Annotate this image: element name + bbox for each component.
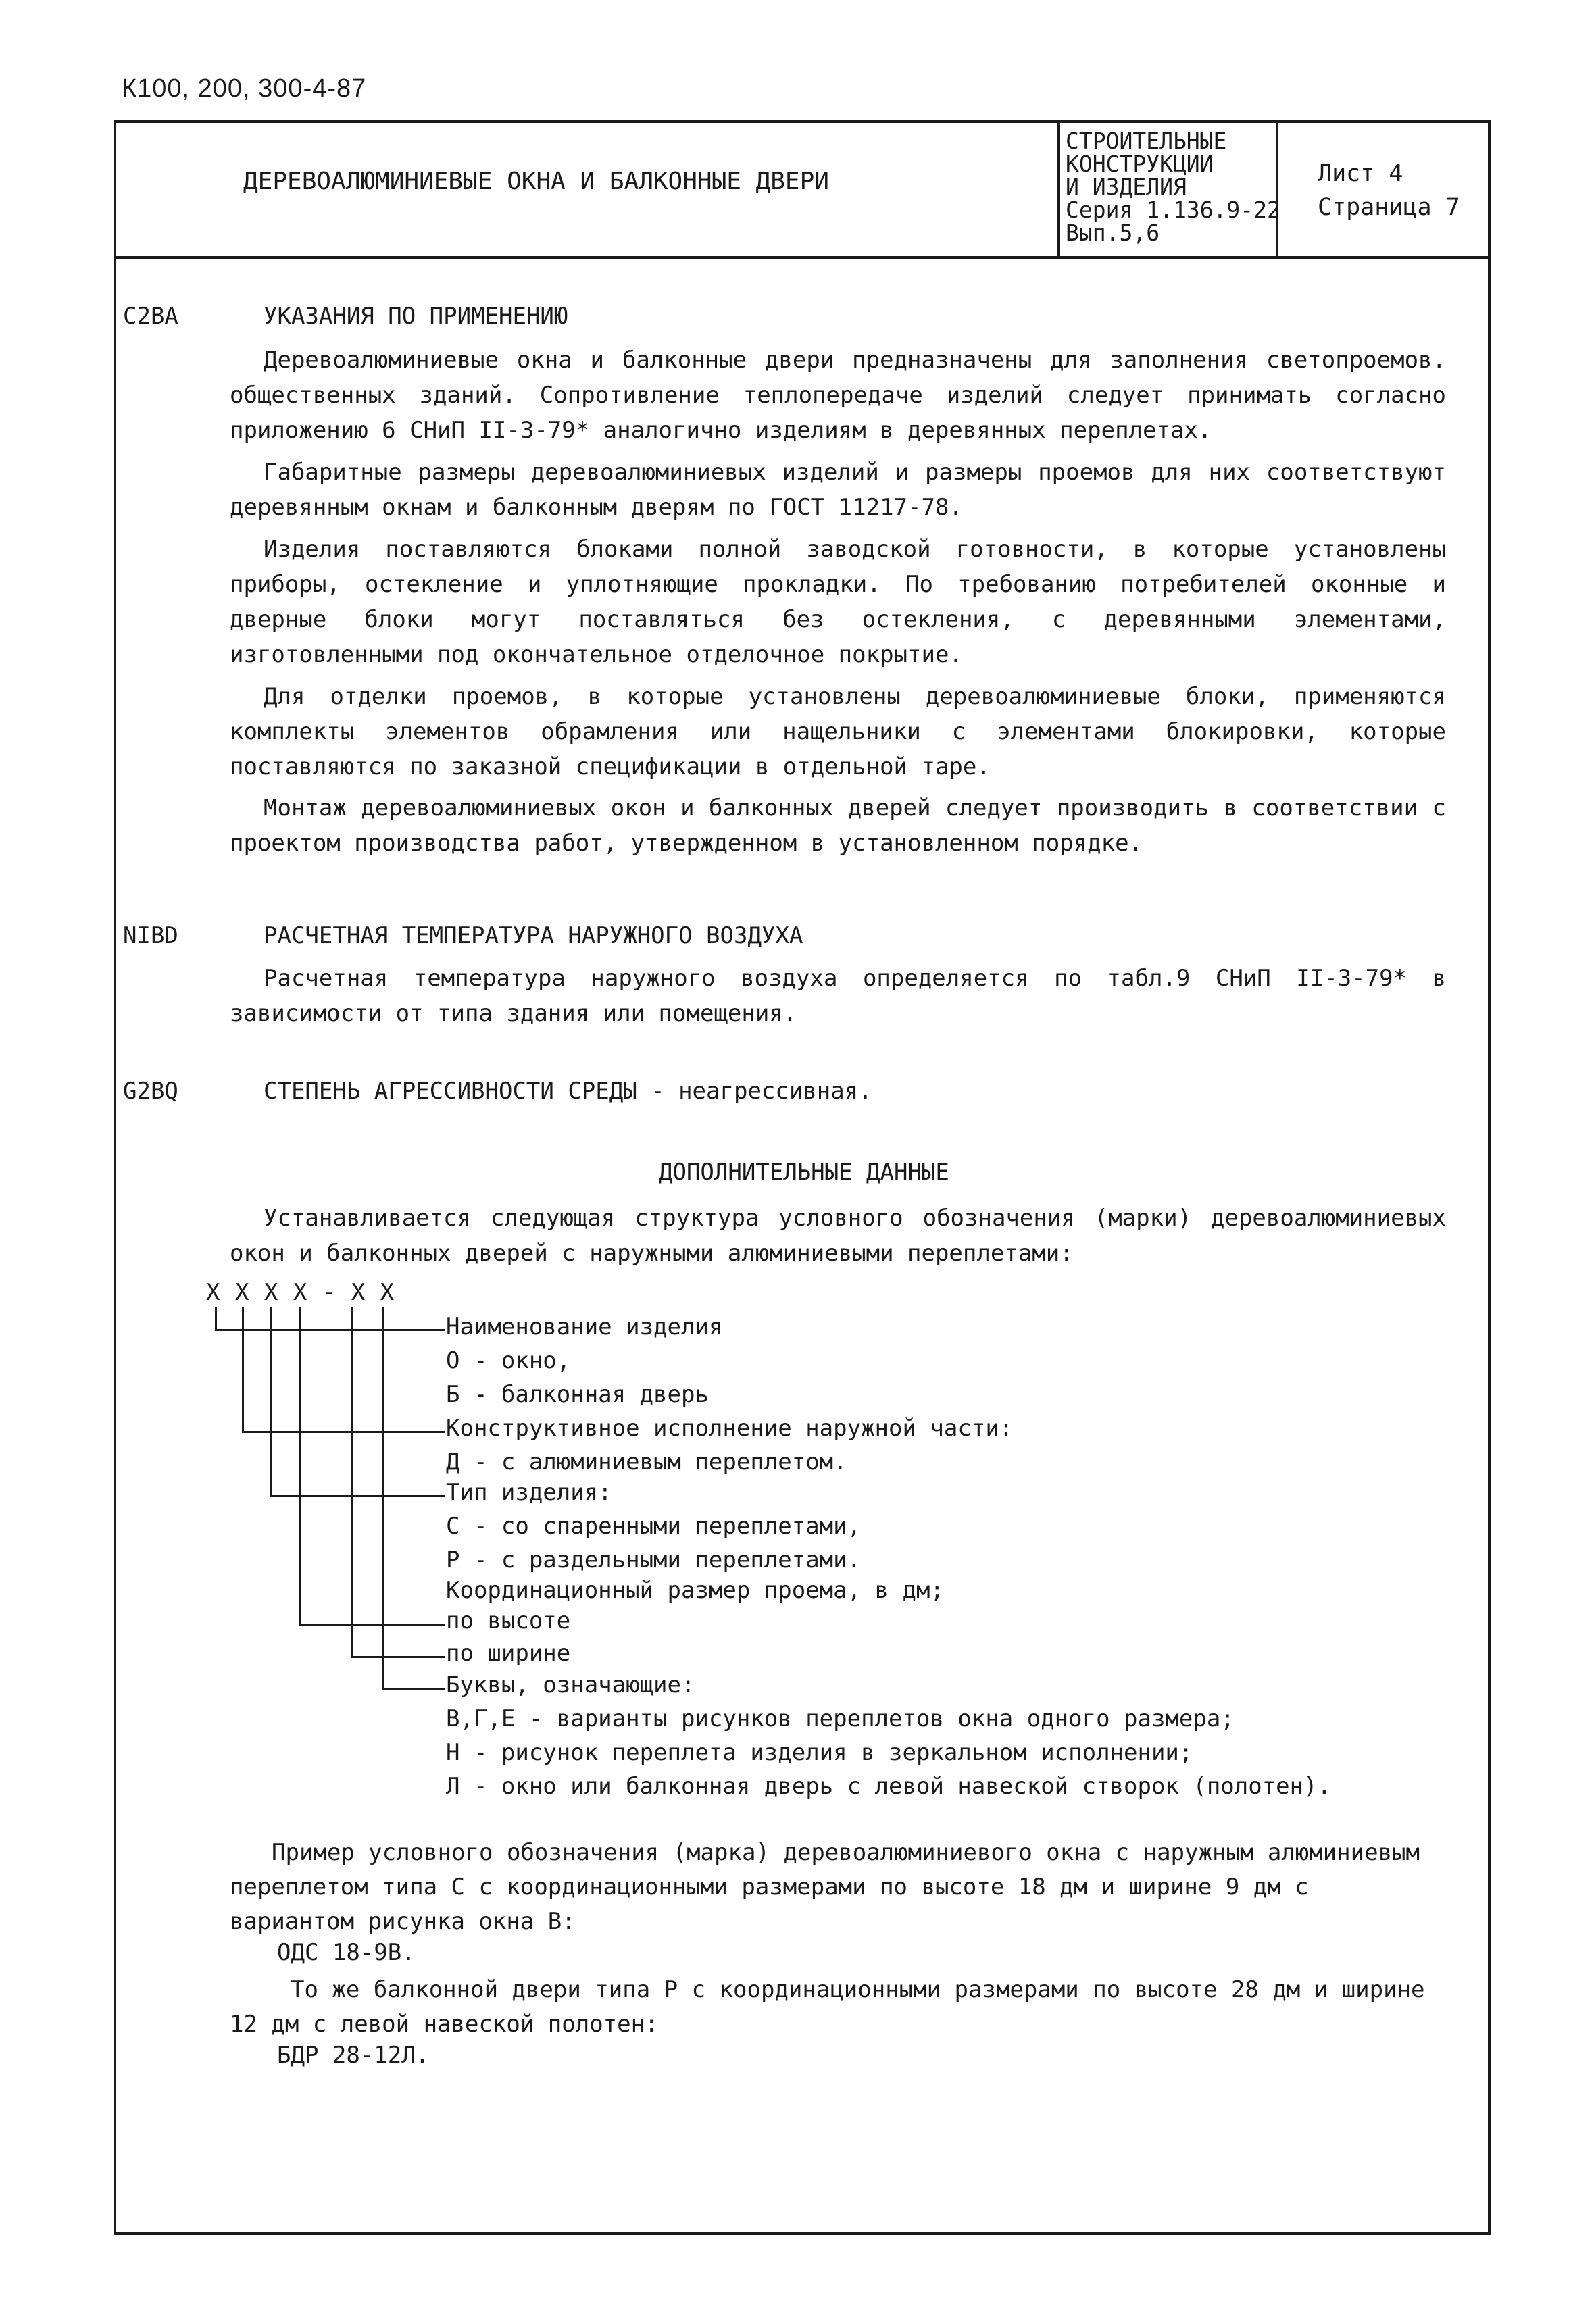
series-line: СТРОИТЕЛЬНЫЕ: [1066, 128, 1227, 154]
series-info: [1066, 130, 1280, 245]
document-title: ДЕРЕВОАЛЮМИНИЕВЫЕ ОКНА И БАЛКОННЫЕ ДВЕРИ: [243, 168, 829, 195]
paragraph: [230, 343, 1446, 448]
series-line: Вып.5,6: [1066, 220, 1160, 246]
leader-line: [382, 1307, 384, 1689]
legend-item: О - окно,: [446, 1347, 571, 1374]
legend-item: В,Г,Е - варианты рисунков переплетов окна одного размера;: [446, 1705, 1235, 1732]
legend-item: по высоте: [446, 1607, 571, 1634]
marking-pattern: Х Х Х Х - Х Х: [206, 1279, 395, 1306]
leader-line: [242, 1431, 445, 1433]
series-line: И ИЗДЕЛИЯ: [1066, 174, 1187, 200]
legend-item: Д - с алюминиевым переплетом.: [446, 1449, 847, 1476]
legend-item: Координационный размер проема, в дм;: [446, 1577, 944, 1604]
example-code: БДР 28-12Л.: [277, 2042, 430, 2069]
paragraph-text: Монтаж деревоалюминиевых окон и балконных дверей следует производить в соответствии с проектом производства работ, утвержденном в установленном порядке.: [230, 795, 1446, 857]
leader-line: [242, 1307, 244, 1432]
paragraph-text: Деревоалюминиевые окна и балконные двери предназначены для заполнения светопроемов. общественных зданий. Сопротивление теплопередаче изделий следует принимать согласно приложению 6 СНиП II-3-79* аналогично изделиям в деревянных переплетах.: [230, 347, 1446, 444]
series-line: Серия 1.136.9-22: [1066, 197, 1280, 223]
paragraph-text: Изделия поставляются блоками полной заводской готовности, в которые установлены приборы, остекление и уплотняющие прокладки. По требованию потребителей оконные и дверные блоки могут поставляться без остекления, с деревянными элементами, изготовленными под окончательное отделочное покрытие.: [230, 536, 1446, 668]
paragraph-text: Для отделки проемов, в которые установлены деревоалюминиевые блоки, применяются комплекты элементов обрамления или нащельники с элементами блокировки, которые поставляются по заказной спецификации в отдельной таре.: [230, 683, 1446, 780]
legend-item: Б - балконная дверь: [446, 1381, 709, 1408]
example-code: ОДС 18-9В.: [277, 1939, 416, 1966]
example-paragraph: [230, 1973, 1446, 2042]
legend-item: Н - рисунок переплета изделия в зеркальном исполнении;: [446, 1739, 1193, 1766]
paragraph-text: То же балконной двери типа Р с координационными размерами по высоте 28 дм и ширине 12 дм с левой навеской полотен:: [230, 1976, 1425, 2038]
legend-item: С - со спаренными переплетами,: [446, 1513, 862, 1540]
legend-item: Конструктивное исполнение наружной части:: [446, 1415, 1014, 1442]
sheet-info: [1318, 157, 1460, 224]
leader-line: [215, 1329, 445, 1331]
legend-item: Тип изделия:: [446, 1479, 612, 1506]
paragraph: [230, 679, 1446, 784]
page-number: Страница 7: [1318, 194, 1460, 221]
paragraph-text: Пример условного обозначения (марка) деревоалюминиевого окна с наружным алюминиевым переплетом типа С с координационными размерами по высоте 18 дм и ширине 9 дм с вариантом рисунка окна В:: [230, 1839, 1420, 1935]
paragraph: [230, 1201, 1446, 1271]
legend-item: по ширине: [446, 1640, 571, 1667]
leader-line: [382, 1688, 445, 1690]
legend-item: Л - окно или балконная дверь с левой навеской створок (полотен).: [446, 1773, 1332, 1800]
section-code: NIBD: [123, 922, 178, 949]
series-line: КОНСТРУКЦИИ: [1066, 151, 1214, 177]
leader-line: [270, 1307, 272, 1496]
paragraph: [230, 532, 1446, 672]
leader-line: [351, 1307, 353, 1657]
leader-line: [270, 1495, 445, 1497]
document-code: К100, 200, 300-4-87: [122, 74, 367, 103]
leader-line: [215, 1307, 217, 1330]
paragraph: [230, 790, 1446, 861]
legend-item: Буквы, означающие:: [446, 1671, 695, 1699]
sheet-number: Лист 4: [1318, 160, 1403, 187]
legend-item: Р - с раздельными переплетами.: [446, 1546, 862, 1574]
legend-item: Наименование изделия: [446, 1313, 723, 1340]
section-heading: СТЕПЕНЬ АГРЕССИВНОСТИ СРЕДЫ - неагрессивная.: [264, 1078, 872, 1105]
paragraph-text: Расчетная температура наружного воздуха определяется по табл.9 СНиП II-3-79* в зависимости от типа здания или помещения.: [230, 965, 1446, 1027]
paragraph: [230, 455, 1446, 525]
leader-line: [351, 1656, 445, 1658]
paragraph-text: Устанавливается следующая структура условного обозначения (марки) деревоалюминиевых окон и балконных дверей с наружными алюминиевыми переплетами:: [230, 1205, 1446, 1267]
section-code: C2BA: [123, 303, 178, 330]
paragraph-text: Габаритные размеры деревоалюминиевых изделий и размеры проемов для них соответствуют деревянным окнам и балконным дверям по ГОСТ 11217-78.: [230, 459, 1446, 521]
section-heading: РАСЧЕТНАЯ ТЕМПЕРАТУРА НАРУЖНОГО ВОЗДУХА: [264, 922, 803, 949]
paragraph: [230, 961, 1446, 1031]
section-code: G2BQ: [123, 1078, 178, 1105]
leader-line: [299, 1624, 445, 1626]
title-block-divider: [1057, 120, 1060, 259]
additional-data-title: ДОПОЛНИТЕЛЬНЫЕ ДАННЫЕ: [659, 1159, 949, 1186]
section-heading: УКАЗАНИЯ ПО ПРИМЕНЕНИЮ: [264, 303, 568, 330]
example-paragraph: [230, 1836, 1446, 1939]
leader-line: [299, 1307, 301, 1625]
